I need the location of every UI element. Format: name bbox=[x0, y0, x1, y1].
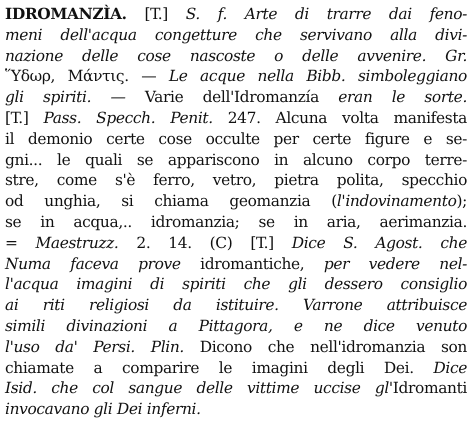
entry-line bbox=[5, 399, 467, 420]
roman-text: gni... le quali se appariscono in alcuno corpo terre- bbox=[5, 150, 467, 169]
italic-text: nazione delle cose nascoste o delle avvenire. Gr. bbox=[5, 46, 467, 65]
headword: IDROMANZÌA. bbox=[5, 5, 127, 23]
entry-line bbox=[5, 66, 467, 87]
roman-text: idromantiche, bbox=[200, 254, 324, 273]
entry-line bbox=[5, 295, 467, 316]
roman-text: = bbox=[5, 233, 36, 252]
roman-text: 2. 14. (C) [T.] bbox=[118, 233, 292, 252]
italic-text: l'acqua imagini di spiriti che gli dessero consiglio bbox=[5, 275, 467, 294]
roman-text: Ὕδωρ, Μάντις. — bbox=[5, 67, 169, 86]
entry-line bbox=[5, 150, 467, 171]
italic-text: Maestruzz. bbox=[35, 233, 119, 252]
italic-text: simili divinazioni a Pittagora, e ne dice venuto bbox=[5, 316, 467, 335]
roman-text: od unghia, si chiama geomanzia ( bbox=[5, 192, 337, 211]
italic-text: invocavano gli Dei inferni. bbox=[5, 400, 201, 419]
italic-text: Pass. Specch. Penit. bbox=[43, 108, 213, 127]
italic-text: l'indovinamento bbox=[336, 192, 457, 211]
dictionary-entry bbox=[5, 4, 467, 420]
italic-text: l'uso da' Persi. Plin. bbox=[5, 337, 184, 356]
italic-text: Isid. che col sangue delle vittime uccise gl' bbox=[5, 379, 393, 398]
italic-text: Dice S. Agost. che bbox=[291, 233, 467, 252]
entry-line bbox=[5, 378, 467, 399]
entry-line bbox=[5, 170, 467, 191]
entry-line bbox=[5, 337, 467, 358]
roman-text: [T.] bbox=[126, 5, 186, 23]
entry-line bbox=[5, 25, 467, 46]
entry-line bbox=[5, 108, 467, 129]
entry-line bbox=[5, 4, 467, 25]
roman-text: se in acqua,.. idromanzia; se in aria, aerimanzia. bbox=[5, 212, 467, 231]
italic-text: per vedere nel- bbox=[323, 254, 468, 273]
entry-line bbox=[5, 254, 467, 275]
roman-text: il demonio certe cose occulte per certe figure e se- bbox=[5, 129, 467, 148]
entry-line bbox=[5, 87, 467, 108]
italic-text: ai riti religiosi da istituire. Varrone attribuisce bbox=[5, 296, 467, 315]
italic-text: Le acque nella Bibb. simboleggiano bbox=[168, 67, 467, 86]
roman-text: 247. Alcuna volta manifesta bbox=[212, 108, 468, 127]
italic-text: gli spiriti. — bbox=[5, 88, 145, 107]
entry-line bbox=[5, 233, 467, 254]
entry-line bbox=[5, 191, 467, 212]
italic-text: S. f. Arte di trarre dai feno- bbox=[185, 5, 468, 23]
italic-text: Numa faceva prove bbox=[5, 254, 201, 273]
roman-text: Idromanti bbox=[392, 379, 467, 398]
roman-text: chiamate a comparire le imagini degli Dei. bbox=[5, 358, 434, 377]
entry-line bbox=[5, 274, 467, 295]
entry-line bbox=[5, 212, 467, 233]
roman-text: Dicono che nell'idromanzia son bbox=[183, 337, 467, 356]
roman-text: ); bbox=[456, 192, 467, 211]
roman-text: stre, come s'è ferro, vetro, pietra polita, specchio bbox=[5, 171, 467, 190]
italic-text: Dice bbox=[433, 358, 467, 377]
roman-text: Varie dell'Idromanzía bbox=[144, 88, 339, 107]
italic-text: meni dell'acqua congetture che servivano alla divi- bbox=[5, 25, 467, 44]
entry-line bbox=[5, 129, 467, 150]
italic-text: eran le sorte. bbox=[338, 88, 467, 107]
entry-line bbox=[5, 46, 467, 67]
roman-text: [T.] bbox=[5, 108, 44, 127]
entry-line bbox=[5, 316, 467, 337]
entry-line bbox=[5, 358, 467, 379]
